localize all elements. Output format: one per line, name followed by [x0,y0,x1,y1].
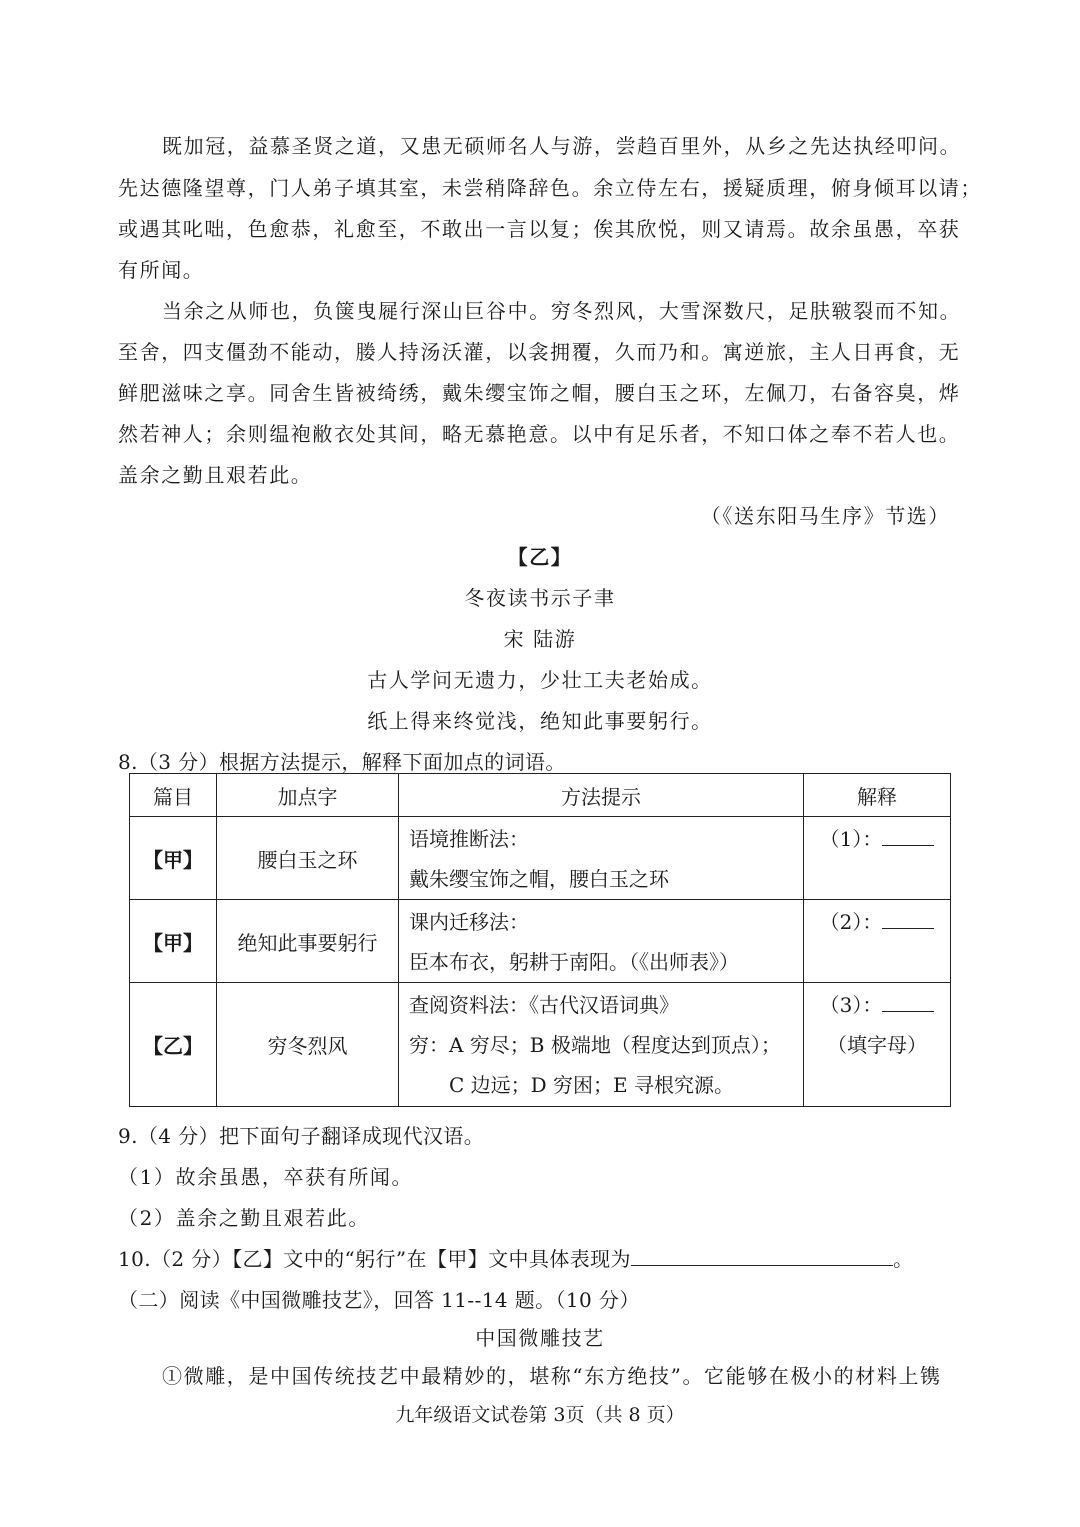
answer-cell[interactable] [804,983,951,1107]
table-row [130,817,951,900]
header-method: 方法提示 [399,774,804,817]
answer-label: （2）： [819,910,883,934]
answer-note: （填字母） [827,1033,927,1057]
question-8-stem: 8.（3 分）根据方法提示，解释下面加点的词语。 [118,750,566,774]
table-row [130,900,951,983]
hint-text: C 边远；D 穷困；E 寻根究源。 [449,1073,735,1097]
answer-blank[interactable] [631,1247,893,1266]
hint-method: 查阅资料法：《古代汉语词典》 [409,993,679,1017]
answer-cell[interactable] [804,900,951,983]
cell-word: 穷冬烈风 [217,983,399,1107]
passage-line: 盖余之勤且艰若此。 [118,463,313,487]
passage-line: 至舍，四支僵劲不能动，媵人持汤沃灌，以衾拥覆，久而乃和。寓逆旅，主人日再食，无 [118,340,961,364]
question-9-sentence: （1）故余虽愚，卒获有所闻。 [118,1165,414,1189]
hint-method: 语境推断法： [409,827,529,851]
passage-line: 当余之从师也，负箧曳屣行深山巨谷中。穷冬烈风，大雪深数尺，足肤皲裂而不知。 [162,299,962,323]
hint-method: 课内迁移法： [409,910,529,934]
passage-line: 然若神人；余则缊袍敝衣处其间，略无慕艳意。以中有足乐者，不知口体之奉不若人也。 [118,422,961,446]
passage-line: 有所闻。 [118,258,205,282]
passage-line: 鲜肥滋味之享。同舍生皆被绮绣，戴朱缨宝饰之帽，腰白玉之环，左佩刀，右备容臭，烨 [118,381,961,405]
header-word: 加点字 [217,774,399,817]
table-row [130,983,951,1107]
source-citation: （《送东阳马生序》节选） [700,504,950,528]
section-label-yi: 【乙】 [507,545,573,569]
answer-blank[interactable] [882,910,934,929]
question-10-stem: 10.（2 分）【乙】文中的“躬行”在【甲】文中具体表现为 [118,1247,631,1271]
cell-pian: 【甲】 [130,900,217,983]
poem-line: 古人学问无遗力，少壮工夫老始成。 [367,668,713,692]
question-10 [118,1243,960,1272]
question-9-sentence: （2）盖余之勤且艰若此。 [118,1206,370,1230]
question-10-end: 。 [892,1247,914,1271]
cell-pian: 【乙】 [130,983,217,1107]
cell-hint [399,983,804,1107]
passage-line: 先达德隆望尊，门人弟子填其室，未尝稍降辞色。余立侍左右，援疑质理，俯身倾耳以请； [118,176,982,200]
page-footer: 九年级语文试卷第 3页（共 8 页） [395,1404,685,1426]
answer-label: （1）： [819,827,883,851]
cell-pian: 【甲】 [130,817,217,900]
cell-word: 绝知此事要躬行 [217,900,399,983]
question-9-stem: 9.（4 分）把下面句子翻译成现代汉语。 [118,1124,485,1148]
passage-line: 既加冠，益慕圣贤之道，又患无硕师名人与游，尝趋百里外，从乡之先达执经叩问。 [162,134,962,158]
section-2-heading: （二）阅读《中国微雕技艺》，回答 11--14 题。（10 分） [118,1288,640,1312]
answer-blank[interactable] [882,827,934,846]
answer-cell[interactable] [804,817,951,900]
hint-text: 戴朱缨宝饰之帽，腰白玉之环 [409,867,669,891]
article-title: 中国微雕技艺 [475,1326,605,1350]
question-8-table [129,773,951,1107]
header-explanation: 解释 [804,774,951,817]
cell-hint [399,900,804,983]
article-paragraph: ①微雕，是中国传统技艺中最精妙的，堪称“东方绝技”。它能够在极小的材料上镌 [162,1364,942,1388]
passage-line: 或遇其叱咄，色愈恭，礼愈至，不敢出一言以复；俟其欣悦，则又请焉。故余虽愚，卒获 [118,217,961,241]
poem-line: 纸上得来终觉浅，绝知此事要躬行。 [367,709,713,733]
poem-title: 冬夜读书示子聿 [464,586,616,610]
poem-author: 宋 陆游 [503,627,577,651]
hint-text: 臣本布衣，躬耕于南阳。（《出师表》） [409,950,739,974]
cell-word: 腰白玉之环 [217,817,399,900]
header-pianmu: 篇目 [130,774,217,817]
answer-blank[interactable] [882,993,934,1012]
cell-hint [399,817,804,900]
answer-label: （3）： [819,993,883,1017]
hint-text: 穷：A 穷尽；B 极端地（程度达到顶点）； [409,1033,781,1057]
